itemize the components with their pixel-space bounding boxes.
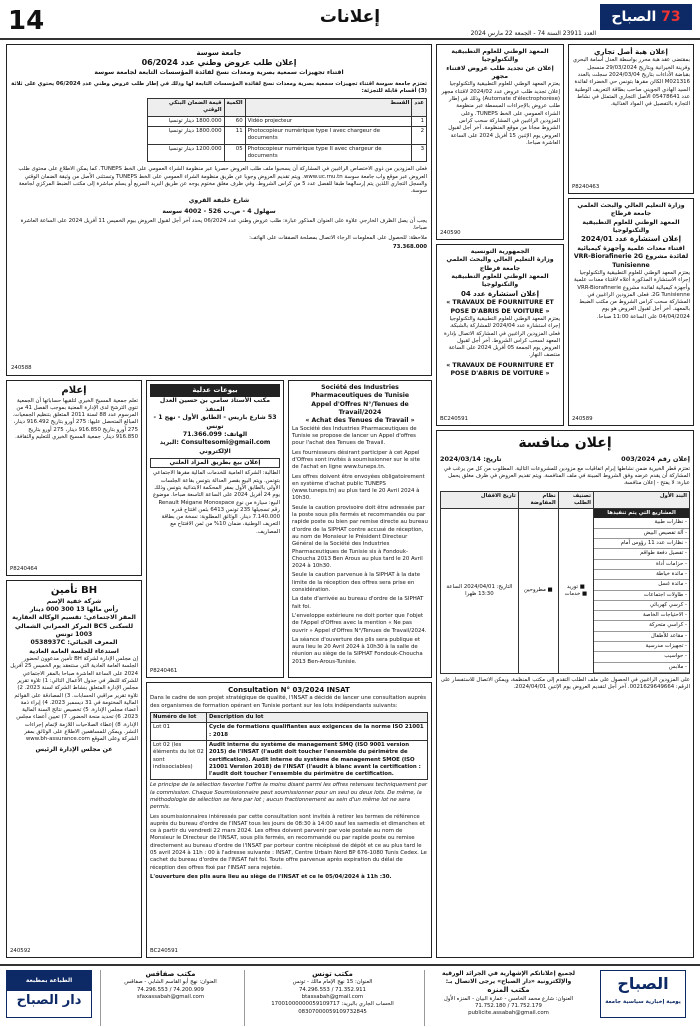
ad-ref: P8240463 <box>572 183 600 190</box>
table-cell: Photocopieur numérique type II avec chargeur de documents <box>245 144 412 162</box>
ad-title: إعلام <box>61 385 87 396</box>
lots-table <box>147 98 427 162</box>
ad-electrophorese <box>436 44 564 240</box>
table-row <box>441 509 690 674</box>
ad-org: المعهد الوطني للعلوم التطبيقية والتكنولوجيا <box>451 273 549 289</box>
table-header-cell: تصنيف الطلب <box>558 491 593 509</box>
ad-paragraph: Seule la caution provisoire doit être adressée par la poste sous plis fermés et recommandés ou par rapide poste ou bien par remise directe au bureau d'ordre de la SIPHAT contre accusé de réception, au nom de Monsieur le Président Directeur Général de la Société des Industries Pharmaceutiques de Tunisie sis à Fondouk-Choucha 2013 Ben Arous au plus tard le 20 Avril 2024 à 10h30. <box>292 504 428 570</box>
issue-meta: العدد 23911 السنة 74 - الجمعة 22 مارس 2024 <box>470 30 596 37</box>
ad-insat <box>146 682 432 958</box>
ad-org: وزارة التعليم العالي والبحث العلمي <box>577 202 685 209</box>
table-header-cell: نظام المفاوضة <box>518 491 558 509</box>
ad-paragraph: Les offres doivent être envoyées obligatoirement en système d'achat public TUNEPS (www.tuneps.tn) au plus tard le 20 Avril 2024 à 10h30. <box>292 473 425 502</box>
table-row <box>151 740 428 779</box>
table-cell: 3 <box>412 144 427 162</box>
ad-paragraph: Les fournisseurs désirant participer à cet Appel d'Offres sont invités à soumissionner sur le site de l'achat en ligne www.tuneps.tn. <box>292 449 420 471</box>
table-header-cell: Description du lot <box>207 713 428 723</box>
table-cell: Photocopieur numérique type I avec chargeur de documents <box>245 127 412 145</box>
ad-paragraph: Seule la caution parvenue à la SIPHAT à la date limite de la réception des offres sera prise en considération. <box>292 572 421 594</box>
table-header-cell: القسط <box>245 99 412 117</box>
items-head: المشاريع التي يتم تنفيذها <box>594 509 689 518</box>
type-service: ■ خدمات <box>564 591 588 598</box>
ad-ref: BC240591 <box>150 947 178 954</box>
ad-paragraph: L'enveloppe extérieure ne doit porter que l'objet de l'Appel d'Offres avec la mention « Ne pas ouvrir » Appel d'Offres N°/Tenues de Travail/2024. <box>292 612 427 634</box>
table-cell: 1200.000 دينار تونسيا <box>148 144 225 162</box>
items-cell <box>594 509 690 674</box>
ad-body: الطالبة: الشركة العامية للخدمات المالية مقرها الاجتماعي بتونس. ويتم البيع بقصر العدالة بتونس بقاعة الجلسات الأولى بالطابق الأول بمقر المحكمة الابتدائية بتونس وذلك يوم 24 أفريل 2024 على الساعة التاسعة صباحا. موضوع البيع: سيارة من نوع Renault Mégane Monospace رقم تسجيلها 235 تونس 6413 بثمن افتتاح قدره 7.140.000 دينار. الوثائق المطلوبة: نسخة من بطاقة التعريف الوطنية، ضمان 10% من ثمن الافتتاح مع المصاريف. <box>152 470 280 535</box>
table-cell: 60 <box>224 116 245 126</box>
ad-mail: Consultesomi@gmail.com :البريد الإلكتروني <box>159 439 271 455</box>
list-item: - كراسي متحركة <box>594 621 689 631</box>
ad-ref: 240590 <box>440 229 461 236</box>
ad-org: وزارة التعليم العالي والبحث العلمي <box>446 256 554 264</box>
table-cell: 1 <box>412 116 427 126</box>
list-item: - آلة تفصيص البيض <box>594 529 689 539</box>
ad-body: إن مجلس الإدارة لشركة BH تأمين مدعوون لحضور الجلسة العامة العادية التي ستنعقد يوم الخميس 25 أفريل 2024 على الساعة العاشرة صباحا بالمقر الاجتماعي للشركة للنظر في جدول الأعمال التالي: 1) تلاوة تقرير مجلس الإدارة المتعلق بنشاط الشركة لسنة 2023. 2) تلاوة تقرير مراقبي الحسابات. 3) المصادقة على القوائم المالية المختومة في 31 ديسمبر 2023. 4) إبراء ذمة أعضاء مجلس الإدارة. 5) تخصيص نتائج السنة المالية 2023. 6) تحديد منحة الحضور. 7) تعيين أعضاء مجلس الإدارة. 8) إعطاء الصلاحيات اللازمة لإتمام إجراءات النشر. ويمكن للمساهمين الاطلاع على الوثائق بمقر الشركة وعلى الموقع www.bh-assurance.com <box>10 656 138 743</box>
ad-competition <box>436 430 694 958</box>
type-supply: ■ توريد <box>566 583 585 590</box>
footer-office-sfax: مكتب صفاقس العنوان: نهج أبو القاسم الشابي - صفاقس 74.200.909 / 74.296.553 sfaxassabah@gmail.com <box>100 970 240 1026</box>
items-list <box>594 518 689 672</box>
ad-title: Consultation N° 03/2024 INSAT <box>228 686 350 694</box>
ad-subtitle: اقتناء معدات علمية وأجهزة كيميائية لفائدة مشروع VRR-Biorafinerie 2G Tunisienne <box>573 244 689 269</box>
ad-ref: BC240591 <box>440 415 468 422</box>
table-cell: 1800.000 دينار تونسيا <box>148 116 225 126</box>
list-item: - طاولات اجتماعات <box>594 591 689 601</box>
ad-ref: 240589 <box>572 415 593 422</box>
ad-body: يعتزم المعهد الوطني للعلوم التطبيقية والتكنولوجيا إعلان تجديد طلب عروض عدد 2024/02 لاقتناء مجهر (Automate d'électrophorèse) وذلك في إطار طلب عروض بالإجراءات المبسطة عبر منظومة الشراء العمومي على الخط TUNEPS. وعلى المزودين الراغبين في المشاركة سحب كراس الشروط مجانا من موقع المنظومة. آخر أجل لقبول العروض يوم الإثنين 15 أفريل 2024 على الساعة العاشرة صباحا. <box>441 81 560 146</box>
ad-title: إعلان استشارة عدد 2024/01 <box>580 235 682 244</box>
ad-gift <box>568 44 694 194</box>
list-item: - حزامات أداة <box>594 560 689 570</box>
ad-body: بمقتضى عقد هبة محرر بواسطة العدل أسامة البحري وفرينة الخيرانية وبتاريخ 29/03/2024 منسجل بقباضة الأداءات بتاريخ 2024/03/04 سجلت بالعدد M021316 الكائن مقرها بتونس حي الخضراء لفائدة السيد الهادي الجويني صاحب بطاقة التعريف الوطنية عدد 05478641 الأصل التجاري المتمثل في نشاط التجارة بالتفصيل في المواد الغذائية. <box>572 57 690 108</box>
footer-office-tunis: مكتب تونس العنوان: 15 نهج الإمام مالك - تونس 71.352.911 / 74.296.553 btassabah@gmail.com الحساب الجاري بالبريد: 17001000000059109717 08307000059109732845 <box>244 970 420 1026</box>
page-footer <box>0 964 700 1027</box>
ad-ref: P8240464 <box>10 565 38 572</box>
list-item: - مائدة غسل <box>594 580 689 590</box>
ad-org: جامعة قرطاج <box>610 210 652 218</box>
footer-office-menzah: لجميع إعلاناتكم الإشهارية في الجرائد الورقية والإلكترونية «دار الصباح» يرجى الاتصال بـ: مكتب المنزه العنوان: شارع محمد الخامس - عمارة البيان - المنزه الأول 71.752.179 / 71.752.180 publicite.assabah@gmail.com <box>424 970 592 1026</box>
page-header <box>0 0 700 40</box>
ad-date: تاريخ: 2024/03/14 <box>440 454 502 463</box>
table-header-cell: البند الأول <box>594 491 690 509</box>
table-cell: التاريخ: 2024/04/01 الساعة 13:30 ظهرا <box>441 509 519 674</box>
ad-address: سهلول 4 - ص.ب 526 - 4002 سوسة <box>162 207 276 215</box>
ad-paragraph: Les soumissionnaires intéressés par cette consultation sont invités à retirer les termes de référence auprès du bureau d'ordre de l'INSAT tous les jours de 08:30 à 14:00 sauf les samedis et dimanches et ce à partir du vendredi 22 mars 2024. Les offres doivent parvenir par voie postale au nom de Monsieur le Directeur de l'INSAT, sous plis fermés, en recommandé ou par rapide poste ou remise directement au bureau d'ordre de l'INSAT par porteur contre récépissé de dépôt et ce au plus tard le 05 avril 2024 à 11h : 00 à l'adresse suivante : INSAT, Centre Urbain Nord BP 676-1080 Tunis Cedex. Le cachet du bureau d'ordre de l'INSAT fait foi. Toute offre parvenue après expiration du délai de réception des offres fixé par l'INSAT sera rejetée. <box>150 813 427 871</box>
ad-org: المعهد الوطني للعلوم التطبيقية والتكنولوجيا <box>582 218 680 235</box>
table-cell <box>558 509 593 674</box>
table-cell: 05 <box>224 144 245 162</box>
ad-subtitle: « Achat des Tenues de Travail » <box>305 417 415 425</box>
footer-logo-left: الطباعة بمطبعة دار الصباح <box>6 970 92 1018</box>
ad-sousse <box>6 44 432 376</box>
ad-paragraph: La séance d'ouverture des plis sera publique et aura lieu le 20 Avril 2024 à 10h30 à la salle de réunion au siège de la SIPHAT Fondouk-Choucha 2013 Ben-Arous-Tunisie. <box>292 636 423 665</box>
ad-vrb <box>568 198 694 426</box>
table-header-cell: Numéro de lot <box>151 713 207 723</box>
competition-table <box>440 491 690 674</box>
ad-paragraph: L'ouverture des plis aura lieu au siège de l'INSAT et ce le 05/04/2024 à 11h :30. <box>150 873 392 880</box>
ad-title: Appel d'Offres N°/Tenues de Travail/2024 <box>311 400 409 417</box>
ad-body: تعتزم قطر الخيرية ضمن نشاطها إبرام اتفاقيات مع مزودين للمشروعات التالية. المطلوب من كل من يرغب في المشاركة أن يقدم عرضه وفق الشروط المبينة في ملف المنافسة. ويتم تقديم العروض في ظرف مغلق يحمل عبارة: لا يفتح - إعلان منافسة. <box>443 465 690 487</box>
table-cell: Lot 01 <box>151 723 207 741</box>
table-header-cell: قيمة الضمان البنكي الوقتي <box>148 99 225 117</box>
list-item: - حواسيب <box>594 652 689 662</box>
newspaper-logo <box>600 4 692 30</box>
ad-paragraph: Le principe de la sélection favorise l'offre la moins disant parmi les offres retenues techniquement par la commission. Chaque Soumissionnaire peut soumissionner pour un seul ou deux lots. De même, la méthodologie de sélection se fera par lot ; aucun fractionnement au sein d'un même lot ne sera permis. <box>150 782 428 811</box>
ad-body: فعلى المزودين من ذوي الاختصاص الراغبين في المشاركة أن يسحبوا ملف طلب العروض حصريا عبر منظومة الشراء العمومي على الخط TUNEPS. كما يمكن الاطلاع على محتوى طلب العروض عبر موقع واب جامعة سوسة www.uc.rnu.tn. ويتم تقديم العروض وجوبا عن طريق منظومة الشراء العمومي على الخط TUNEPS وتستثنى الأصل من وثيقة الضمان الوقتي والسجل التجاري اللذين يتم إرسالهما طبقا للفصل عدد 5 من كراس الشروط. وفي ظرف مغلق مختوم يوجه عن طريق البريد السريع أو يسلم مباشرة إلى مكتب الضبط المركزي لجامعة سوسة. <box>18 166 427 195</box>
table-header <box>151 713 428 723</box>
table-row <box>148 144 427 162</box>
ad-paragraph: La date d'arrivée au bureau d'ordre de la SIPHAT fait foi. <box>292 596 424 610</box>
table-row <box>148 127 427 145</box>
ad-object: « TRAVAUX DE FOURNITURE ET POSE D'ABRIS DE VOITURE » <box>446 361 554 378</box>
ad-heritage <box>6 380 142 576</box>
ad-note: ملاحظة: للحصول على المعلومات الرجاء الاتصال بمصلحة الصفقات على الهاتف: <box>249 234 427 241</box>
lots-table <box>150 712 428 780</box>
ad-siphat <box>288 380 432 678</box>
list-item: - نظارات عدد 11 رؤوس أمام <box>594 539 689 549</box>
ad-org: المعهد الوطني للعلوم التطبيقية والتكنولوجيا <box>451 48 549 64</box>
ad-deadline: يجب أن يصل الظرف الخارجي علاوة على العنوان المذكور عبارة: طلب عروض وطني عدد 06/2024 يحدد آخر أجل لقبول العروض بيوم الخميس 11 أفريل 2024 على الساعة العاشرة صباحا. <box>20 218 427 232</box>
ad-title: إعلان طلب عروض وطني عدد 06/2024 <box>141 58 297 68</box>
table-cell: 1800.000 دينار تونسيا <box>148 127 225 145</box>
ad-hq: المقر الاجتماعي: تقسيم الوكالة العقارية للسكنى BC5 المركز العمراني الشمالي 1003 تونس <box>12 614 136 638</box>
ad-object: « TRAVAUX DE FOURNITURE ET POSE D'ABRIS DE VOITURE » <box>446 299 554 315</box>
ad-subtitle: استدعاء للجلسة العامة العادية <box>29 647 119 655</box>
ad-number: إعلان رقم 003/2024 <box>621 454 690 463</box>
table-cell: Lot 02 (les éléments du lot 02 sont indissociables) <box>151 740 207 779</box>
ad-bh <box>6 580 142 958</box>
ad-sale <box>146 380 284 678</box>
ad-who: مكتب الأستاذ سامي بن حسين العدل المنفذ <box>159 397 271 413</box>
table-header-cell: عدد <box>412 99 427 117</box>
ad-insat-ar <box>436 244 564 426</box>
list-item: - تفصيل دفعة طواقم <box>594 549 689 559</box>
table-header-cell: تاريخ الاقفال <box>441 491 519 509</box>
ad-body: تعلم جمعية المسيح الخيري لتلقيها حساباتها أن الجمعية تنوي الترشح لدى الإدارة المعنية بموجب الفصل 41 من المرسوم عدد 88 لسنة 2011 المتعلق بتنظيم الجمعيات. المبالغ المتحصل عليها: 275 أورو بتاريخ 916.492 دينار، 275 أورو بتاريخ 916.850 دينار، 275 أورو بتاريخ 916.850 دينار. جمعية المسيح الخيري للتعليم والثقافة. <box>12 397 138 440</box>
list-item: - تجهيزات مدرسية <box>594 642 689 652</box>
table-cell: 11 <box>224 127 245 145</box>
ad-paragraph: La Société des Industries Pharmaceutiques de Tunisie se propose de lancer un Appel d'offres pour l'achat des Tenues de Travail. <box>292 425 417 447</box>
table-cell: Vidéo projecteur <box>245 116 412 126</box>
ad-name: شركة خفية الإسم <box>46 597 102 605</box>
ad-title: إعلان منافسة <box>518 435 612 451</box>
ad-addr: 53 شارع باريس - الطابق الأول - نهج 1 - تونس <box>153 414 277 430</box>
ad-org: الجمهورية التونسية <box>470 248 530 255</box>
list-item: - كرسي كهربائي <box>594 601 689 611</box>
ad-title: إعلان عن تجديد طلب عروض لاقتناء مجهر <box>446 64 554 81</box>
table-cell: ■ مطروحين <box>518 509 558 674</box>
logo-text: الصباح <box>611 9 657 25</box>
ad-ref: P8240461 <box>150 667 178 674</box>
ad-intro: تعتزم جامعة سوسة اقتناء تجهيزات سمعية بصرية ومعدات نسخ لفائدة المؤسسات التابعة لها وذلك في إطار طلب عروض وطني عدد 06/2024 يحتوي على ثلاثة (3) أقسام قابلة للتجزئة: <box>11 80 427 94</box>
ad-rc: المعرف الجبائي: 0538937C <box>30 639 118 647</box>
ad-ref: 240588 <box>11 364 32 371</box>
ad-notes: على المزودين الراغبين في الحصول على ملف الطلب التقدم إلى مكتب المنظمة، ويمكن الاتصال للاستفسار على الرقم: 0021629649664. آخر أجل لتقديم العروض يوم الإثنين 2024/04/01. <box>440 676 690 691</box>
footer-logo-right: الصباح يومية إخبارية سياسية جامعة <box>600 970 686 1018</box>
table-header <box>148 99 427 117</box>
ad-subtitle: إعلان بيع بطريق المزاد العلني <box>150 458 280 468</box>
section-title: إعلانات <box>319 7 381 27</box>
ad-title: بيوعات عدلية <box>150 384 280 397</box>
ad-title: إعلان هبة أصل تجاري <box>594 48 668 56</box>
ad-org: جامعة قرطاج <box>479 264 521 272</box>
ad-sign: عن مجلس الإدارة الرئيس <box>35 745 113 753</box>
table-row <box>148 116 427 126</box>
ad-ref: 240592 <box>10 947 31 954</box>
ad-name: Société des Industries Pharmaceutiques de Tunisie <box>310 384 410 400</box>
ad-org: جامعة سوسة <box>196 49 242 57</box>
ad-title: BH تأمين <box>50 585 98 596</box>
table-cell: Cycle de formations qualifiantes aux exigences de la norme ISO 21001 : 2018 <box>207 723 428 741</box>
logo-number: 73 <box>661 9 681 25</box>
list-item: - نظارات طبية <box>594 518 689 528</box>
ad-body: يعتزم المعهد الوطني للعلوم التطبيقية والتكنولوجيا إجراء استشارة عدد 2024/04 للمشاركة بالشبكة. فعلى المزودين الراغبين في المشاركة الاتصال بإدارة المعهد لسحب كراس الشروط. آخر أجل لقبول العروض يوم الجمعة 05 أفريل 2024 على الساعة منتصف النهار. <box>444 315 560 359</box>
table-header-cell: الكمية <box>224 99 245 117</box>
table-cell: 2 <box>412 127 427 145</box>
ad-capital: رأس مالها 13 300 000 دينار <box>29 605 119 613</box>
table-row <box>151 723 428 741</box>
table-header <box>441 491 690 509</box>
ad-tel: الهاتف: 71.366.099 <box>182 430 248 438</box>
ad-title: إعلان استشارة عدد 04 <box>460 289 539 298</box>
ad-phone: 73.368.000 <box>392 244 427 251</box>
ad-subtitle: اقتناء تجهيزات سمعية بصرية ومعدات نسخ لفائدة المؤسسات التابعة لجامعة سوسة <box>94 69 344 77</box>
list-item: - الاحتياجات الخاصة <box>594 611 689 621</box>
table-cell: Audit interne du système de management SMQ (ISO 9001 version 2015) de l'INSAT (l'audit doit toucher l'ensemble du périmètre de certification). Audit interne du système de management SMOE (ISO 21001 Version 2018) de l'INSAT (l'audit à blanc avant la certification : l'audit doit toucher l'ensemble du périmètre de certification. <box>207 740 428 779</box>
ad-address-head: شارع خليفة القروي <box>188 197 250 205</box>
list-item: - مقاعد للأطفال <box>594 632 689 642</box>
list-item: - مائدة خياطة <box>594 570 689 580</box>
ad-body: يعتزم المعهد الوطني للعلوم التطبيقية والتكنولوجيا إجراء الاستشارة المذكورة أعلاه لاقتناء معدات علمية وأجهزة كيميائية لفائدة مشروع VRR-Biorafinerie 2G Tunisienne. فعلى المزودين الراغبين في المشاركة سحب كراس الشروط من مكتب الضبط بالمعهد. آخر أجل لقبول العروض هو يوم 04/04/2024 على الساعة 11:00 صباحا. <box>574 269 690 320</box>
page-number: 14 <box>8 6 45 36</box>
list-item: - ملابس <box>594 663 689 673</box>
ad-intro: Dans le cadre de son projet stratégique de qualité, l'INSAT a décidé de lancer une consultation auprès des organismes de formation opérant en Tunisie portant sur les lots indépendants suivants: <box>150 695 427 709</box>
